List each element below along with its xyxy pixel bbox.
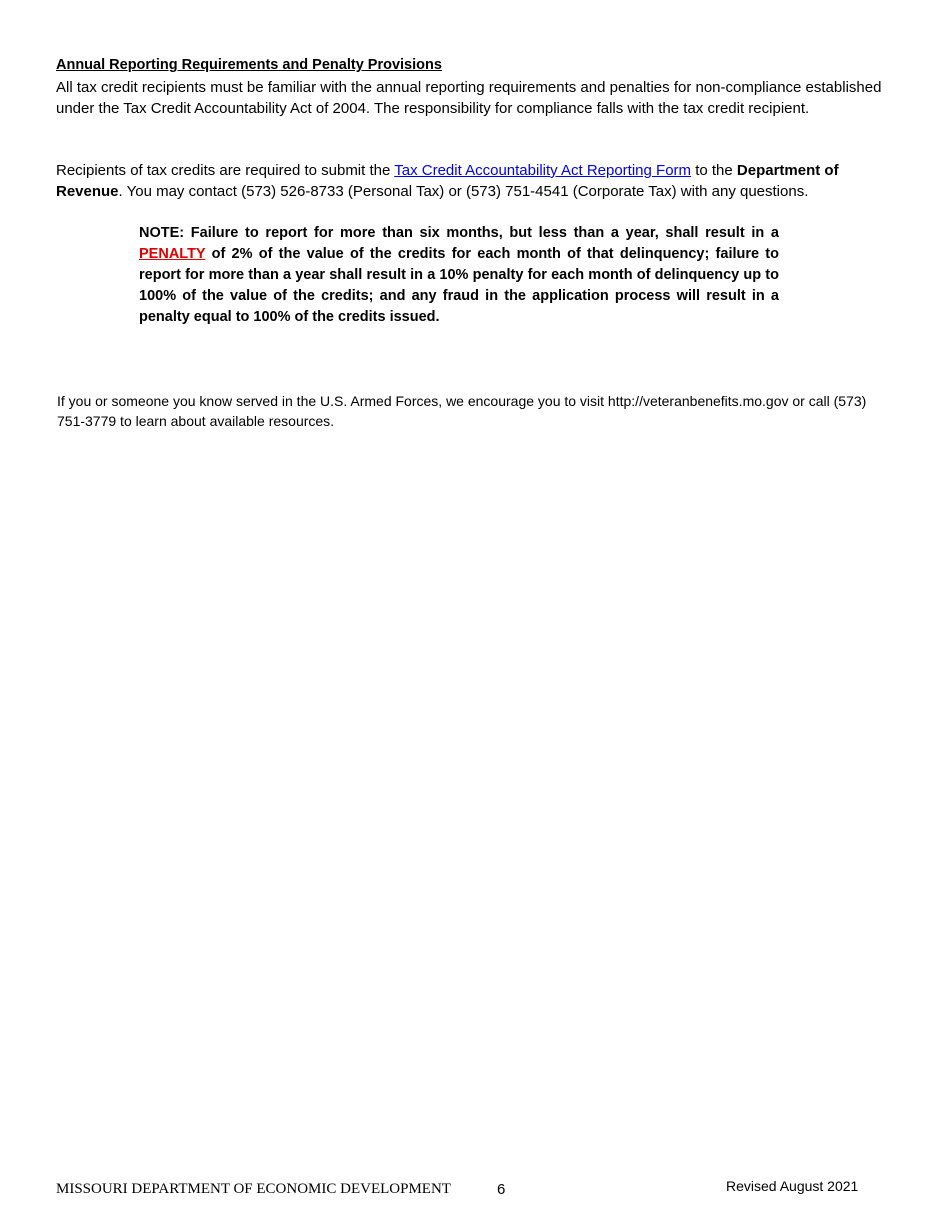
compliance-paragraph: All tax credit recipients must be familiar with the annual reporting requirements and penalties for non-compliance established under the Tax Credit Accountability Act of 2004. The responsibility for compliance falls with the tax credit recipient. <box>56 79 882 117</box>
footer-revised-date: Revised August 2021 <box>726 1178 859 1194</box>
contact-info-text: . You may contact (573) 526-8733 (Personal Tax) or (573) 751-4541 (Corporate Tax) with any questions. <box>118 183 809 200</box>
penalty-note <box>139 223 779 328</box>
reporting-form-link[interactable]: Tax Credit Accountability Act Reporting Form <box>394 162 692 179</box>
footer-organization: MISSOURI DEPARTMENT OF ECONOMIC DEVELOPMENT <box>56 1181 451 1197</box>
reporting-paragraph <box>56 160 892 202</box>
reporting-text-intro: Recipients of tax credits are required to submit the <box>56 162 395 179</box>
reporting-text-to: to the <box>691 162 737 179</box>
note-rest-text: of 2% of the value of the credits for each month of that delinquency; failure to report for more than a year shall result in a 10% penalty for each month of delinquency up to 100% of the value of the credits; and any fraud in the application process will result in a penalty equal to 100% of the credits issued. <box>139 246 779 325</box>
section-heading: Annual Reporting Requirements and Penalty Provisions <box>56 57 442 73</box>
penalty-link[interactable]: PENALTY <box>139 246 206 262</box>
footer-page-number: 6 <box>497 1181 506 1198</box>
note-lead-text: NOTE: Failure to report for more than six months, but less than a year, shall result in a <box>139 225 779 241</box>
department-of-revenue-text: Department of Revenue <box>56 162 839 200</box>
veterans-resources-paragraph: If you or someone you know served in the U.S. Armed Forces, we encourage you to visit http://veteranbenefits.mo.gov or call (573) 751-3779 to learn about available resources. <box>57 393 867 429</box>
